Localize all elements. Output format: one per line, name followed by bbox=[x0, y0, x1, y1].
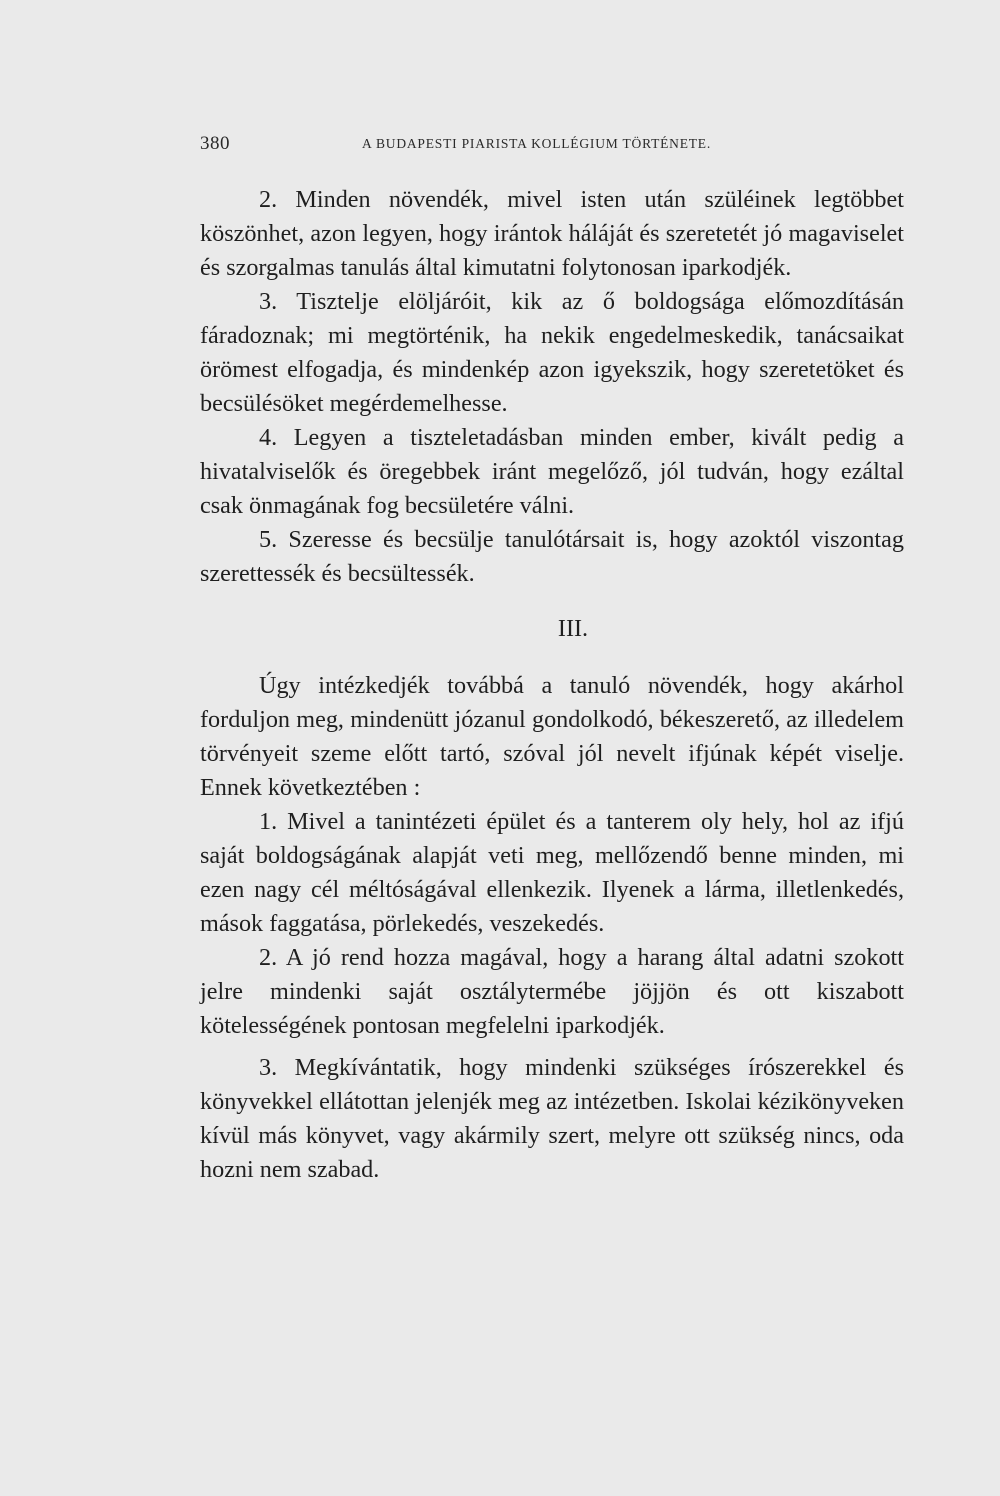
section-paragraph-2: 2. A jó rend hozza magával, hogy a harang által adatni szokott jelre mindenki saját osztálytermébe jöjjön és ott kiszabott kötelességének pontosan megfelelni iparkodjék. bbox=[200, 944, 904, 1039]
section-intro-paragraph: Úgy intézkedjék továbbá a tanuló növendék, hogy akárhol forduljon meg, mindenütt józanul gondolkodó, békeszerető, az illedelem törvényeit szeme előtt tartó, szóval jól nevelt ifjúnak képét viselje. Ennek következtében : bbox=[200, 672, 904, 801]
page-number: 380 bbox=[200, 133, 230, 154]
paragraph-2: 2. Minden növendék, mivel isten után szüléinek legtöbbet köszönhet, azon legyen, hogy irántok háláját és szeretetét jó magaviselet és szorgalmas tanulás által kimutatni folytonosan iparkodjék. bbox=[200, 186, 904, 281]
section-heading: III. bbox=[557, 615, 589, 642]
body-text bbox=[200, 183, 904, 1187]
paragraph-5: 5. Szeresse és becsülje tanulótársait is, hogy azoktól viszontag szerettessék és becsültessék. bbox=[200, 526, 904, 587]
section-paragraph-1: 1. Mivel a tanintézeti épület és a tanterem oly hely, hol az ifjú saját boldogságának alapját veti meg, mellőzendő benne minden, mi ezen nagy cél méltóságával ellenkezik. Ilyenek a lárma, illetlenkedés, mások faggatása, pörlekedés, veszekedés. bbox=[200, 808, 904, 937]
paragraph-4: 4. Legyen a tiszteletadásban minden ember, kivált pedig a hivatalviselők és öregebbek iránt megelőző, jól tudván, hogy ezáltal csak önmagának fog becsületére válni. bbox=[200, 424, 904, 519]
section-paragraph-3: 3. Megkívántatik, hogy mindenki szükséges írószerekkel és könyvekkel ellátottan jelenjék meg az intézetben. Iskolai kézikönyveken kívül más könyvet, vagy akármily szert, melyre ott szükség nincs, oda hozni nem szabad. bbox=[200, 1054, 904, 1183]
paragraph-3: 3. Tisztelje elöljáróit, kik az ő boldogsága előmozdításán fáradoznak; mi megtörténik, ha nekik engedelmeskedik, tanácsaikat örömest elfogadja, és mindenkép azon igyekszik, hogy szeretetöket és becsülésöket megérdemelhesse. bbox=[200, 288, 904, 417]
running-title: A BUDAPESTI PIARISTA KOLLÉGIUM TÖRTÉNETE. bbox=[362, 136, 712, 151]
